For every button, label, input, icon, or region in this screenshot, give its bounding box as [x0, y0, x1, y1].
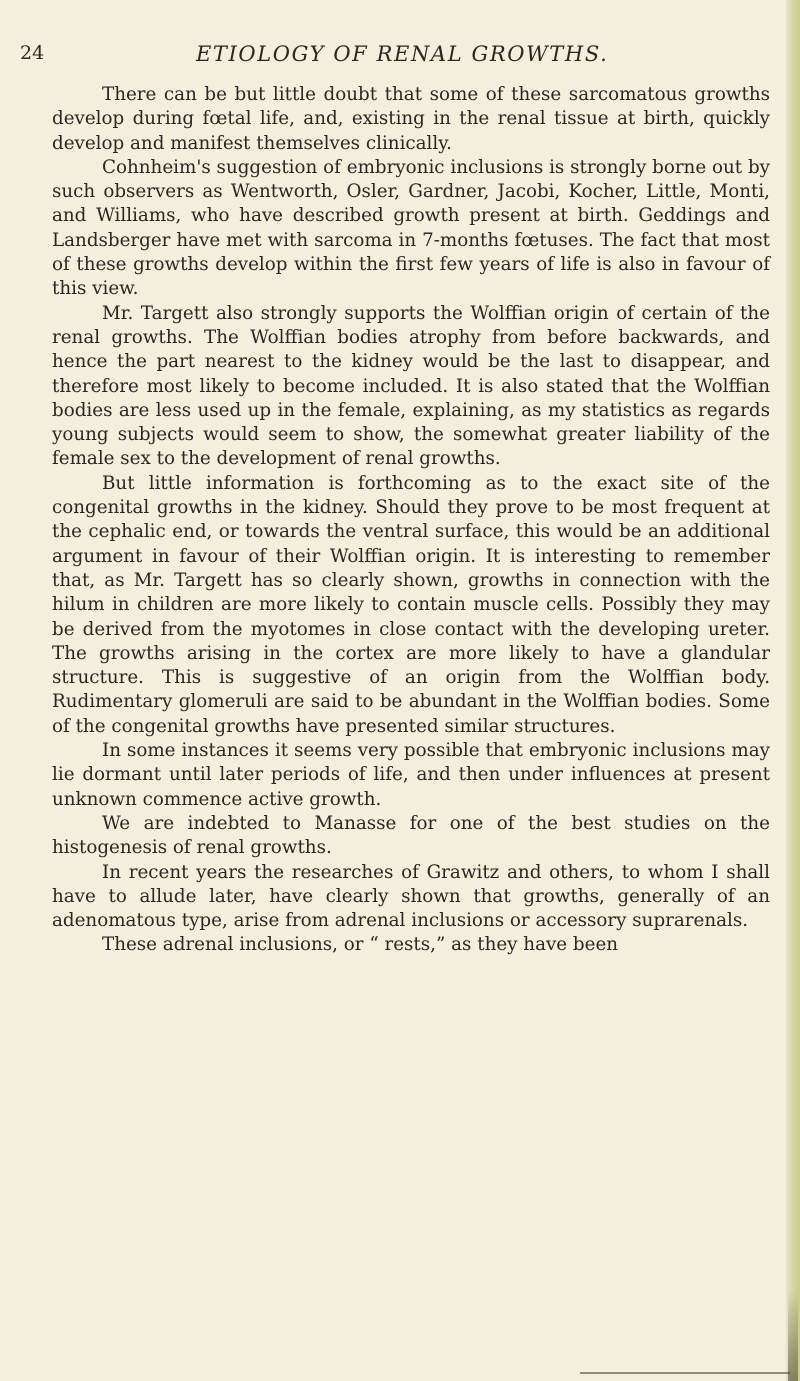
paragraph: Cohnheim's suggestion of embryonic inclusions is strongly borne out by such observers as Wentworth, Osler, Gardner, Jacobi, Kocher, Little, Monti, and Williams, who have described growth present at birth. Geddings and Landsberger have met with sarcoma in 7-months fœtuses. The fact that most of these growths develop within the first few years of life is also in favour of this view. — [52, 156, 770, 300]
paragraph: Mr. Targett also strongly supports the Wolffian origin of certain of the renal growths. The Wolffian bodies atrophy from before backwards, and hence the part nearest to the kidney would be the last to disappear, and therefore most likely to become included. It is also stated that the Wolffian bodies are less used up in the female, explaining, as my statistics as regards young subjects would seem to show, the somewhat greater liability of the female sex to the development of renal growths. — [52, 302, 770, 470]
paragraph: In recent years the researches of Grawitz and others, to whom I shall have to allude later, have clearly shown that growths, generally of an adenomatous type, arise from adrenal inclusions or accessory suprarenals. — [52, 861, 770, 932]
body-text — [52, 83, 770, 958]
page-header — [0, 42, 786, 76]
bottom-edge-rule — [580, 1372, 790, 1374]
paragraph: We are indebted to Manasse for one of the best studies on the histogenesis of renal growths. — [52, 812, 770, 859]
page-number: 24 — [20, 42, 45, 64]
page-edge — [786, 0, 800, 1381]
paragraph: These adrenal inclusions, or “ rests,” as they have been — [102, 934, 619, 956]
page-edge-shadow — [788, 1290, 798, 1381]
running-title: ETIOLOGY OF RENAL GROWTHS. — [196, 42, 609, 66]
paragraph: But little information is forthcoming as to the exact site of the congenital growths in the kidney. Should they prove to be most frequent at the cephalic end, or towards the ventral surface, this would be an additional argument in favour of their Wolffian origin. It is interesting to remember that, as Mr. Targett has so clearly shown, growths in connection with the hilum in children are more likely to contain muscle cells. Possibly they may be derived from the myotomes in close contact with the developing ureter. The growths arising in the cortex are more likely to have a glandular structure. This is suggestive of an origin from the Wolffian body. Rudimentary glomeruli are said to be abundant in the Wolffian bodies. Some of the congenital growths have presented similar structures. — [52, 472, 770, 737]
paragraph: There can be but little doubt that some of these sarcomatous growths develop during fœtal life, and, existing in the renal tissue at birth, quickly develop and manifest themselves clinically. — [52, 84, 770, 154]
paragraph: In some instances it seems very possible that embryonic inclusions may lie dormant until later periods of life, and then under influences at present unknown commence active growth. — [52, 740, 770, 810]
